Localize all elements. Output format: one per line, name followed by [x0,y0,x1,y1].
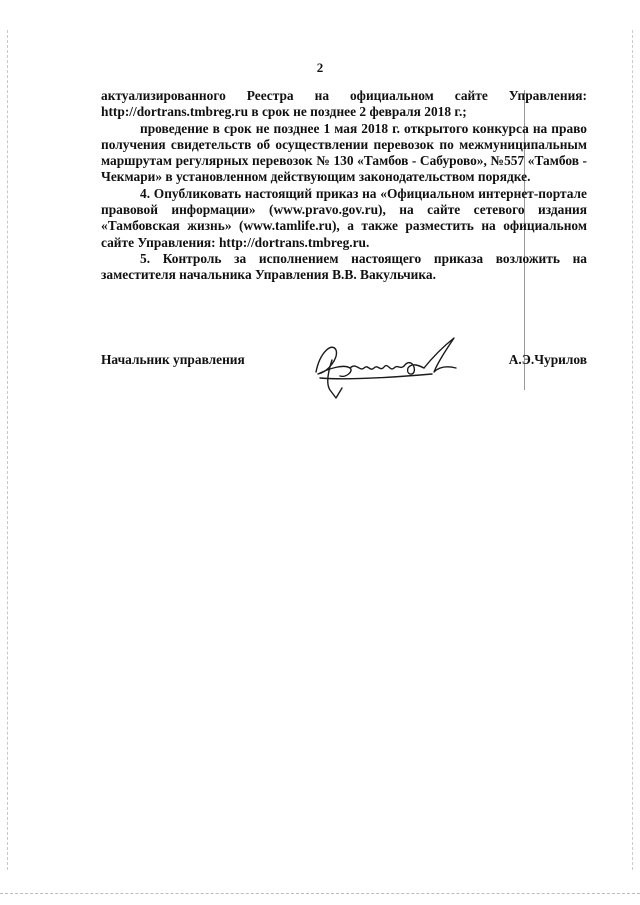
page-number: 2 [316,60,324,75]
scan-edge-bottom [0,893,640,895]
paragraph-publish: 4. Опубликовать настоящий приказ на «Официальном интернет-портале правовой информации» (www.pravo.gov.ru), на сайте сетевого издания «Тамбовская жизнь» (www.tamlife.ru), а также разместить на официальном сайте Управления: http://dortrans.tmbreg.ru. [101,185,587,250]
scan-edge-right [632,30,634,870]
document-body [101,88,587,284]
signer-name: А.Э.Чурилов [508,352,587,367]
paragraph-registry: актуализированного Реестра на официальном сайте Управления: http://dortrans.tmbreg.ru в срок не позднее 2 февраля 2018 г.; [101,88,587,120]
handwritten-signature [306,332,466,404]
paragraph-control: 5. Контроль за исполнением настоящего приказа возложить на заместителя начальника Управления В.В. Вакульчика. [101,250,587,283]
scan-edge-left [7,30,9,870]
signer-title: Начальник управления [101,352,245,367]
paragraph-competition: проведение в срок не позднее 1 мая 2018 г. открытого конкурса на право получения свидетельств об осуществлении перевозок по межмуниципальным маршрутам регулярных перевозок № 130 «Тамбов - Сабурово», №557 «Тамбов - Чекмари» в установленном действующим законодательством порядке. [101,120,587,185]
